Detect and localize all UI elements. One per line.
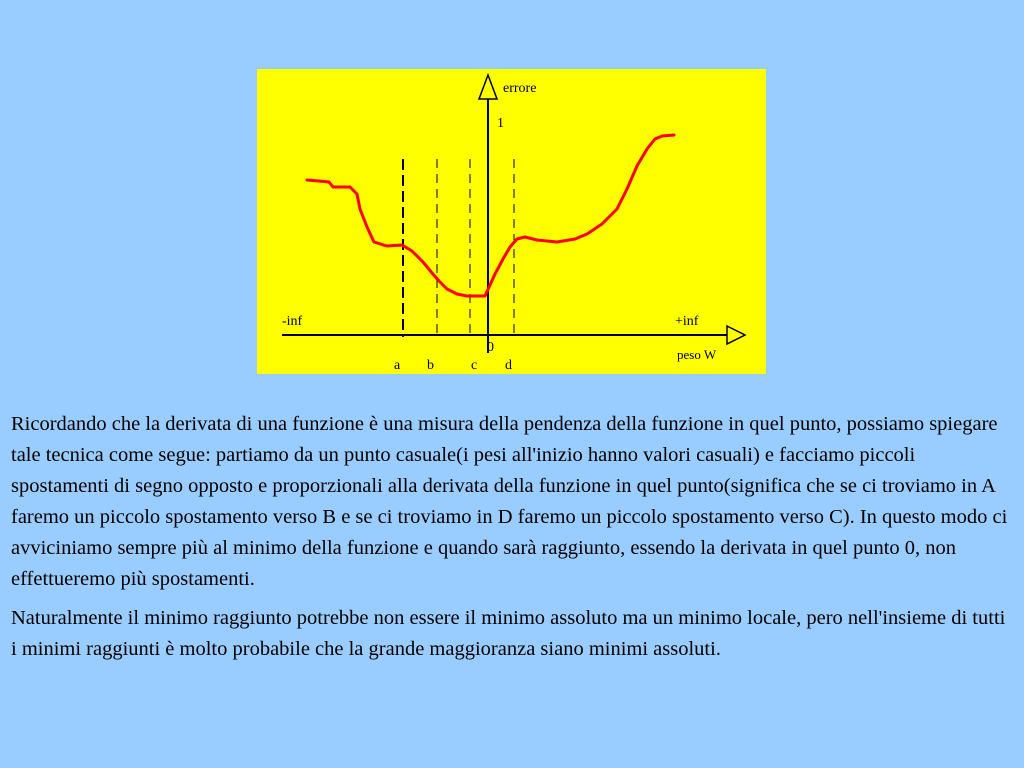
diagram-svg — [257, 69, 766, 374]
error-curve-diagram — [257, 69, 766, 374]
point-label-c: c — [471, 358, 478, 373]
paragraph-2: Naturalmente il minimo raggiunto potrebbe non essere il minimo assoluto ma un minimo locale, pero nell'insieme di tutti i minimi raggiunti è molto probabile che la grande maggioranza siano minimi assoluti. — [11, 607, 1006, 660]
x-right-label: +inf — [675, 314, 699, 329]
y-axis-label: errore — [503, 81, 537, 96]
point-label-b: b — [427, 358, 434, 373]
explanation-text — [11, 409, 1011, 673]
point-label-a: a — [394, 358, 401, 373]
x-left-label: -inf — [282, 314, 303, 329]
y-tick-label: 1 — [497, 116, 504, 131]
point-label-d: d — [505, 358, 512, 373]
paragraph-1: Ricordando che la derivata di una funzione è una misura della pendenza della funzione in quel punto, possiamo spiegare tale tecnica come segue: partiamo da un punto casuale(i pesi all'inizio hanno valori casuali) e facciamo piccoli spostamenti di segno opposto e proporzionali alla derivata della funzione in quel punto(significa che se ci troviamo in A faremo un piccolo spostamento verso B e se ci troviamo in D faremo un piccolo spostamento verso C). In questo modo ci avviciniamo sempre più al minimo della funzione e quando sarà raggiunto, essendo la derivata in quel punto 0, non effettueremo più spostamenti. — [11, 413, 1008, 590]
origin-label: 0 — [487, 340, 494, 355]
x-axis-label: peso W — [677, 347, 717, 362]
